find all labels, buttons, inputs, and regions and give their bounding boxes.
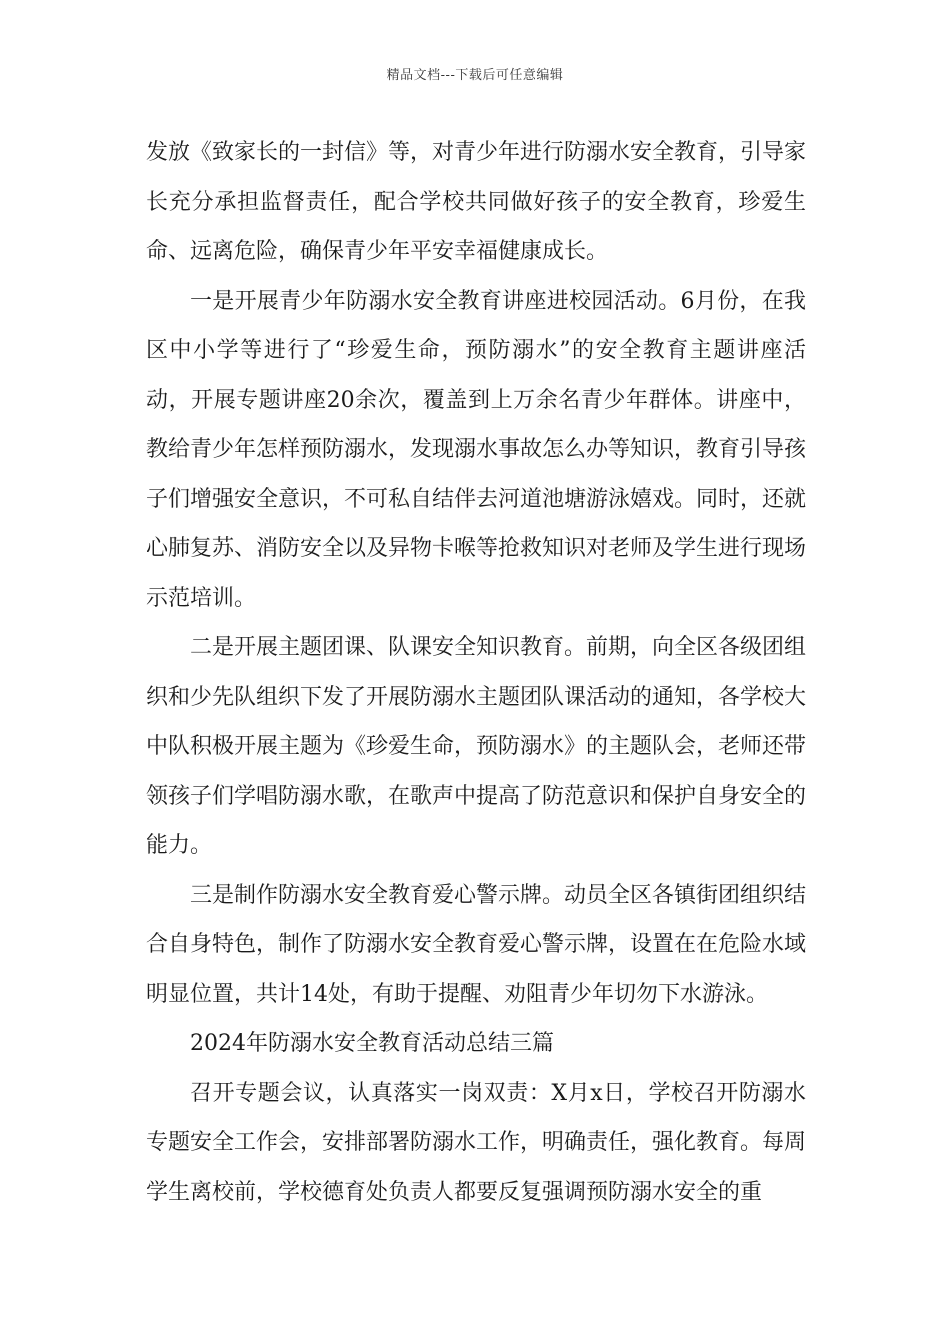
paragraph-lecture-activity: 一是开展青少年防溺水安全教育讲座进校园活动。6月份，在我区中小学等进行了“珍爱生命，预防溺水”的安全教育主题讲座活动，开展专题讲座20余次，覆盖到上万余名青少年群体。讲座中，教给青少年怎样预防溺水，发现溺水事故怎么办等知识，教育引导孩子们增强安全意识，不可私自结伴去河道池塘游泳嬉戏。同时，还就心肺复苏、消防安全以及异物卡喉等抢救知识对老师及学生进行现场示范培训。 — [146, 288, 807, 611]
paragraph-warning-signs: 三是制作防溺水安全教育爱心警示牌。动员全区各镇街团组织结合自身特色，制作了防溺水安全教育爱心警示牌，设置在在危险水域明显位置，共计14处，有助于提醒、劝阻青少年切勿下水游泳。 — [146, 882, 807, 1007]
paragraph-theme-class: 二是开展主题团课、队课安全知识教育。前期，向全区各级团组织和少先队组织下发了开展防溺水主题团队课活动的通知，各学校大中队积极开展主题为《珍爱生命，预防溺水》的主题队会，老师还带领孩子们学唱防溺水歌，在歌声中提高了防范意识和保护自身安全的能力。 — [146, 635, 807, 858]
section-heading: 2024年防溺水安全教育活动总结三篇 — [190, 1031, 554, 1056]
page-header: 精品文档---下载后可任意编辑 — [386, 68, 564, 83]
paragraph-continuation: 发放《致家长的一封信》等，对青少年进行防溺水安全教育，引导家长充分承担监督责任，配合学校共同做好孩子的安全教育，珍爱生命、远离危险，确保青少年平安幸福健康成长。 — [146, 140, 807, 264]
document-body — [146, 128, 806, 1217]
paragraph-special-meeting: 召开专题会议，认真落实一岗双责：X月x日，学校召开防溺水专题安全工作会，安排部署防溺水工作，明确责任，强化教育。每周学生离校前，学校德育处负责人都要反复强调预防溺水安全的重 — [146, 1080, 807, 1205]
